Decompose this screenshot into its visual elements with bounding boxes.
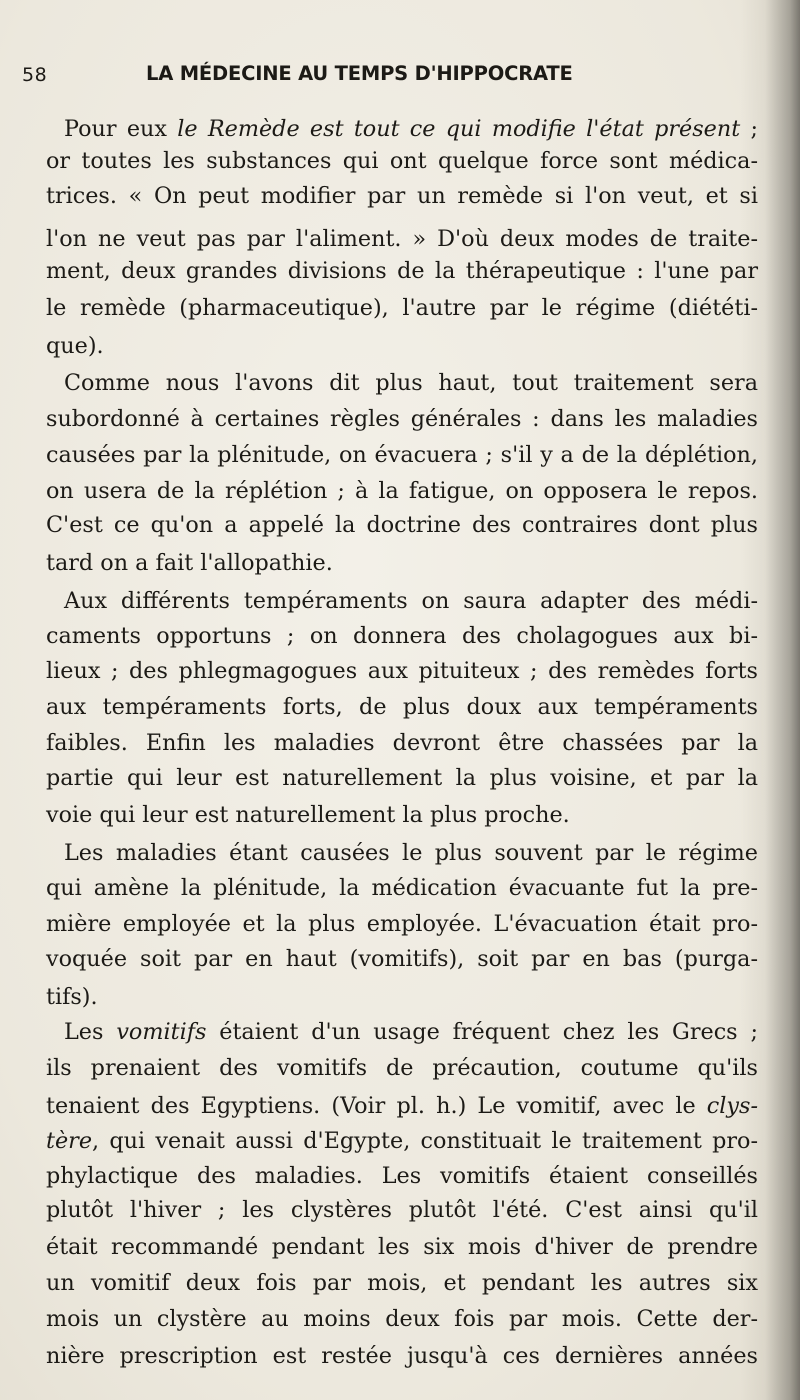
text-line: Pour eux le Remède est tout ce qui modifie l'état présent ; [64,116,758,142]
text-line: l'on ne veut pas par l'aliment. » D'où deux modes de traite- [46,226,758,252]
text-line: or toutes les substances qui ont quelque force sont médica- [46,148,758,174]
text-line: ils prenaient des vomitifs de précaution, coutume qu'ils [46,1055,758,1081]
text-line: qui amène la plénitude, la médication évacuante fut la pre- [46,875,758,901]
text-line: un vomitif deux fois par mois, et pendant les autres six [46,1270,758,1296]
text-line: phylactique des maladies. Les vomitifs étaient conseillés [46,1163,758,1189]
text-line: Les vomitifs étaient d'un usage fréquent chez les Grecs ; [64,1019,758,1045]
text-line: subordonné à certaines règles générales : dans les maladies [46,406,758,432]
text-line: lieux ; des phlegmagogues aux pituiteux ; des remèdes forts [46,658,758,684]
text-line: voie qui leur est naturellement la plus proche. [46,802,570,828]
text-line: caments opportuns ; on donnera des cholagogues aux bi- [46,623,758,649]
text-line: causées par la plénitude, on évacuera ; s'il y a de la déplétion, [46,442,758,468]
text-line: que). [46,333,104,359]
text-line: aux tempéraments forts, de plus doux aux tempéraments [46,694,758,720]
text-line: tère, qui venait aussi d'Egypte, constituait le traitement pro- [46,1128,758,1154]
text-line: plutôt l'hiver ; les clystères plutôt l'été. C'est ainsi qu'il [46,1197,758,1223]
text-line: nière prescription est restée jusqu'à ces dernières années [46,1343,758,1369]
text-line: on usera de la réplétion ; à la fatigue, on opposera le repos. [46,478,758,504]
text-line: le remède (pharmaceutique), l'autre par le régime (diététi- [46,295,758,321]
text-line: Comme nous l'avons dit plus haut, tout traitement sera [64,370,758,396]
text-line: tifs). [46,984,98,1010]
text-line: partie qui leur est naturellement la plus voisine, et par la [46,765,758,791]
text-line: Aux différents tempéraments on saura adapter des médi- [64,588,758,614]
text-line: était recommandé pendant les six mois d'hiver de prendre [46,1234,758,1260]
text-line: voquée soit par en haut (vomitifs), soit par en bas (purga- [46,946,758,972]
text-line: tenaient des Egyptiens. (Voir pl. h.) Le vomitif, avec le clys- [46,1093,758,1119]
text-line: mois un clystère au moins deux fois par mois. Cette der- [46,1306,758,1332]
text-line: mière employée et la plus employée. L'évacuation était pro- [46,911,758,937]
text-line: trices. « On peut modifier par un remède si l'on veut, et si [46,183,758,209]
text-line: Les maladies étant causées le plus souvent par le régime [64,840,758,866]
page-number: 58 [22,64,48,86]
text-line: tard on a fait l'allopathie. [46,550,333,576]
text-line: C'est ce qu'on a appelé la doctrine des contraires dont plus [46,512,758,538]
text-line: ment, deux grandes divisions de la thérapeutique : l'une par [46,258,758,284]
running-title: LA MÉDECINE AU TEMPS D'HIPPOCRATE [146,62,573,85]
text-line: faibles. Enfin les maladies devront être chassées par la [46,730,758,756]
